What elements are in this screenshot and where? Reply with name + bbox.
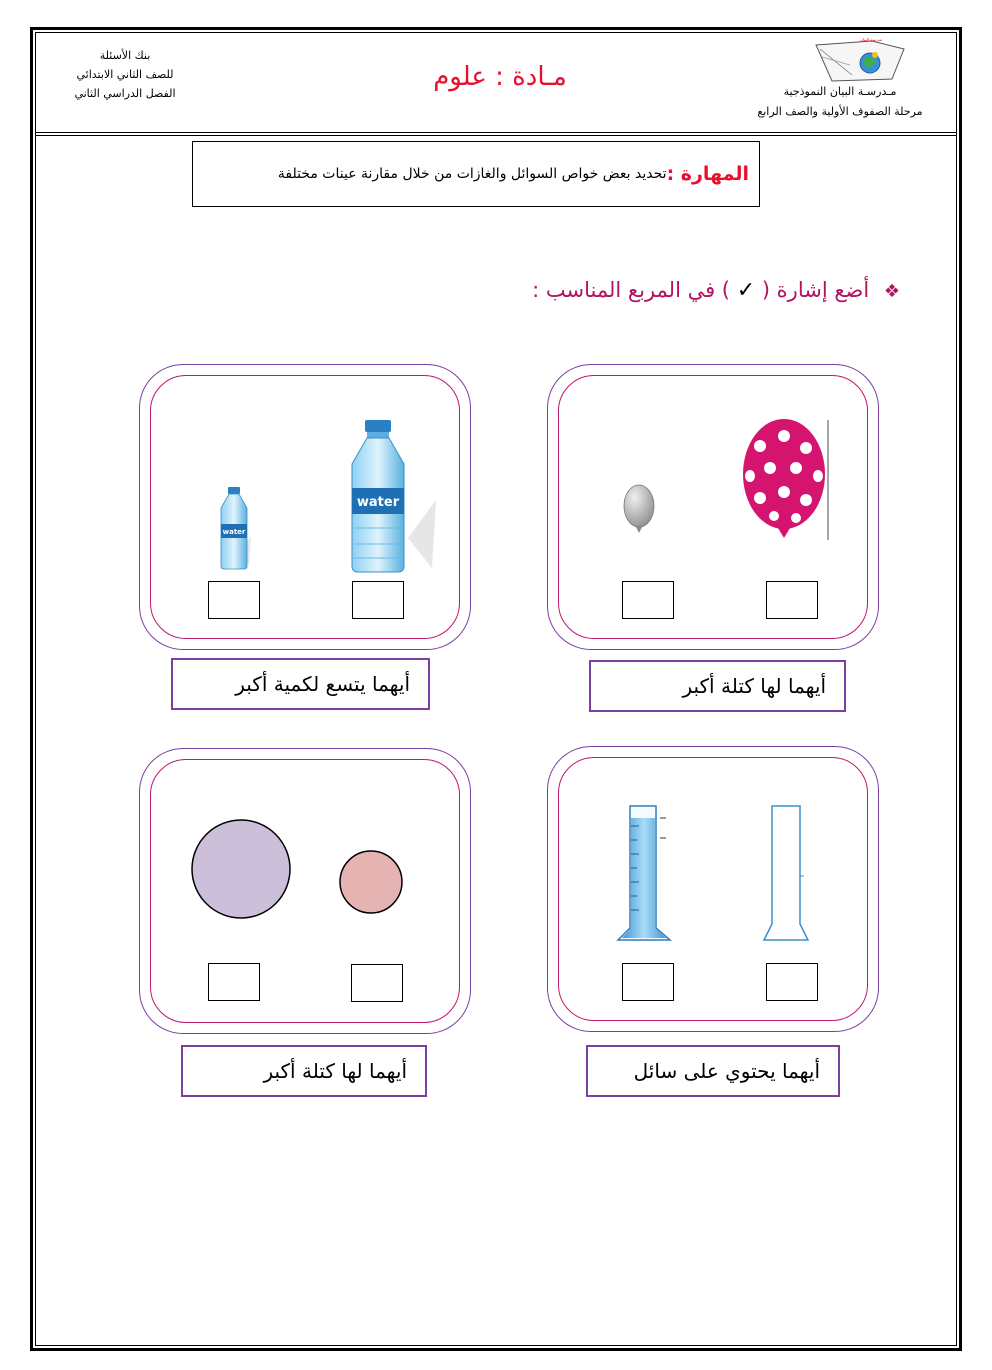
small-gray-balloon-icon xyxy=(622,484,656,536)
header-left-line-2: للصف الثاني الابتدائي xyxy=(76,68,174,81)
skill-label: المهارة : xyxy=(666,163,749,185)
svg-text:مدرسة البيان: مدرسة البيان xyxy=(860,37,882,42)
header-left-info xyxy=(40,46,210,103)
check-mark-icon: ✓ xyxy=(736,278,756,303)
big-water-bottle-icon xyxy=(348,418,438,574)
question-panel-3-inner xyxy=(558,757,868,1021)
skill-box xyxy=(192,141,760,207)
question-label-1: أيهما لها كتلة أكبر xyxy=(589,660,846,712)
answer-box-3-right[interactable] xyxy=(766,963,818,1001)
header-right-line-2: مرحلة الصفوف الأولية والصف الرابع xyxy=(757,105,923,118)
header-divider xyxy=(36,132,956,133)
subject-title: مـادة : علوم xyxy=(433,62,567,92)
question-label-4: أيهما لها كتلة أكبر xyxy=(181,1045,427,1097)
small-pink-circle-icon xyxy=(338,849,404,915)
header-right-line-1: مـدرسـة البيان النموذجية xyxy=(783,85,897,98)
answer-box-2-right[interactable] xyxy=(352,581,404,619)
filled-cylinder-icon xyxy=(616,804,674,944)
empty-cylinder-icon xyxy=(760,804,812,944)
svg-text:water: water xyxy=(222,528,246,536)
big-polka-dot-balloon-icon xyxy=(740,418,835,542)
answer-box-1-right[interactable] xyxy=(766,581,818,619)
question-label-2: أيهما يتسع لكمية أكبر xyxy=(171,658,430,710)
answer-box-1-left[interactable] xyxy=(622,581,674,619)
answer-box-4-right[interactable] xyxy=(351,964,403,1002)
header-divider-second xyxy=(36,135,956,136)
header-left-line-3: الفصل الدراسي الثاني xyxy=(74,87,176,100)
big-lavender-circle-icon xyxy=(190,818,292,920)
instruction-line xyxy=(470,278,900,303)
school-logo-icon xyxy=(812,35,912,87)
answer-box-3-left[interactable] xyxy=(622,963,674,1001)
answer-box-4-left[interactable] xyxy=(208,963,260,1001)
header-right-info xyxy=(735,82,945,122)
instruction-text-after: ) في المربع المناسب : xyxy=(532,278,730,302)
answer-box-2-left[interactable] xyxy=(208,581,260,619)
question-label-3: أيهما يحتوي على سائل xyxy=(586,1045,840,1097)
small-water-bottle-icon xyxy=(219,486,251,570)
header-left-line-1: بنك الأسئلة xyxy=(99,49,151,62)
skill-text: تحديد بعض خواص السوائل والغازات من خلال مقارنة عينات مختلفة xyxy=(277,166,667,182)
instruction-text-before: أضع إشارة ( xyxy=(761,278,870,302)
diamond-bullet-icon: ❖ xyxy=(883,281,900,302)
svg-text:water: water xyxy=(356,495,400,510)
